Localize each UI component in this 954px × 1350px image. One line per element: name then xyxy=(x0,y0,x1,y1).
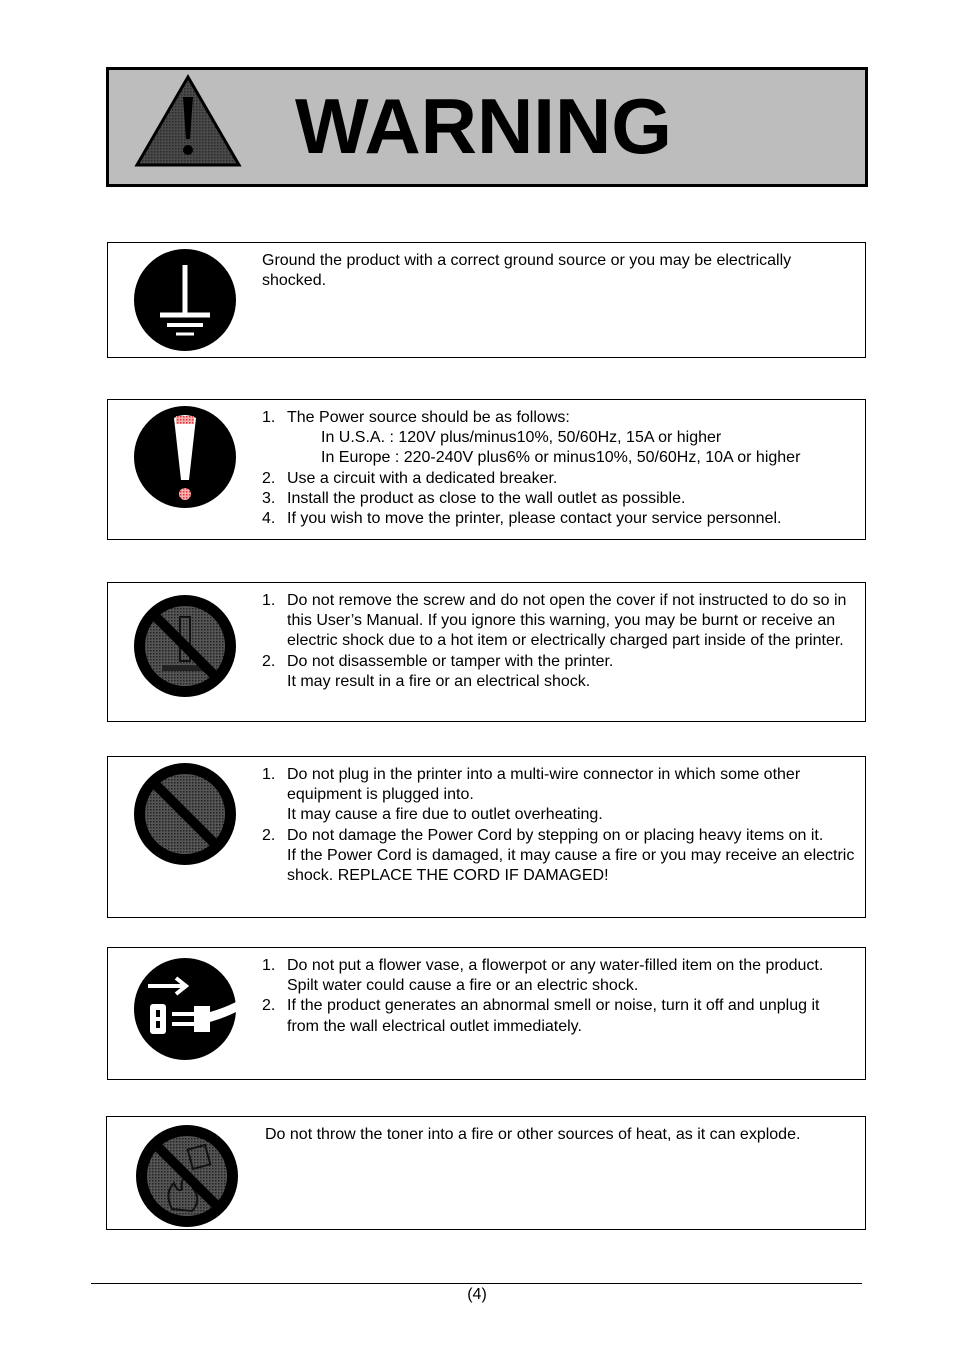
list-item xyxy=(262,591,855,652)
warning-box-cover xyxy=(107,582,866,722)
warning-box-unplug xyxy=(107,947,866,1080)
list-text: Do not put a flower vase, a flowerpot or any water-filled item on the product. xyxy=(287,957,824,974)
list-note: Spilt water could cause a fire or an electric shock. xyxy=(287,977,639,995)
warning-paragraph: Ground the product with a correct ground source or you may be electrically shocked. xyxy=(262,252,792,290)
list-number: 2. xyxy=(262,997,276,1015)
warning-text xyxy=(262,408,855,529)
list-subline: In U.S.A. : 120V plus/minus10%, 50/60Hz, 15A or higher xyxy=(321,429,722,447)
list-number: 1. xyxy=(262,409,276,426)
list-item xyxy=(262,826,855,887)
list-number: 1. xyxy=(262,957,276,974)
warning-text xyxy=(262,591,855,692)
warning-box-power xyxy=(107,399,866,540)
warning-banner xyxy=(106,67,868,187)
list-note: If the Power Cord is damaged, it may cause a fire or you may receive an electric shock. REPLACE THE CORD IF DAMAGED! xyxy=(287,846,855,885)
list-item xyxy=(262,509,855,529)
list-subline: In Europe : 220-240V plus6% or minus10%, 50/60Hz, 10A or higher xyxy=(321,449,801,467)
page-title: WARNING xyxy=(295,82,672,170)
list-item xyxy=(262,956,855,996)
warning-text xyxy=(262,251,855,291)
page-number: (4) xyxy=(467,1286,487,1303)
ground-icon xyxy=(132,247,238,353)
list-text: Do not damage the Power Cord by stepping on or placing heavy items on it. xyxy=(287,826,824,844)
list-number: 2. xyxy=(262,652,276,670)
list-text: Do not plug in the printer into a multi-wire connector in which some other equipment is plugged into. xyxy=(287,766,801,804)
list-number: 4. xyxy=(262,510,276,528)
warning-text xyxy=(262,765,855,886)
no-disassemble-icon xyxy=(132,593,238,699)
warning-box-ground xyxy=(107,242,866,358)
list-item xyxy=(262,469,855,489)
no-fire-icon xyxy=(134,1123,240,1229)
warning-text xyxy=(262,956,855,1037)
list-number: 1. xyxy=(262,592,276,609)
warning-list xyxy=(262,408,855,529)
list-number: 2. xyxy=(262,469,276,487)
list-item xyxy=(262,765,855,826)
list-number: 1. xyxy=(262,766,276,783)
warning-list xyxy=(262,765,855,886)
list-text: If you wish to move the printer, please contact your service personnel. xyxy=(287,510,782,528)
list-text: Do not disassemble or tamper with the printer. xyxy=(287,652,614,670)
list-item xyxy=(262,996,855,1036)
list-number: 3. xyxy=(262,489,276,507)
list-text: Do not remove the screw and do not open the cover if not instructed to do so in this User’s Manual. If you ignore this warning, you may be burnt or receive an electric shock due to a hot item or electrically charged part inside of the printer. xyxy=(287,592,847,650)
warning-list xyxy=(262,956,855,1037)
list-text: Install the product as close to the wall outlet as possible. xyxy=(287,489,686,507)
list-item xyxy=(262,489,855,509)
warning-list xyxy=(262,591,855,692)
list-text: Use a circuit with a dedicated breaker. xyxy=(287,469,558,487)
warning-box-cord xyxy=(107,756,866,918)
warning-paragraph: Do not throw the toner into a fire or other sources of heat, as it can explode. xyxy=(265,1126,801,1143)
warning-text xyxy=(265,1125,855,1145)
footer-divider xyxy=(91,1283,862,1284)
list-text: If the product generates an abnormal smell or noise, turn it off and unplug it from the wall electrical outlet immediately. xyxy=(287,997,820,1035)
list-note: It may cause a fire due to outlet overheating. xyxy=(287,806,603,824)
list-note: It may result in a fire or an electrical shock. xyxy=(287,672,591,690)
list-item xyxy=(262,408,855,469)
list-number: 2. xyxy=(262,826,276,844)
list-item xyxy=(262,652,855,692)
list-text: The Power source should be as follows: xyxy=(287,409,570,426)
exclamation-icon xyxy=(132,404,238,510)
unplug-icon xyxy=(132,956,238,1062)
prohibited-icon xyxy=(132,761,238,867)
warning-triangle-icon xyxy=(133,73,243,169)
warning-box-toner xyxy=(106,1116,866,1230)
